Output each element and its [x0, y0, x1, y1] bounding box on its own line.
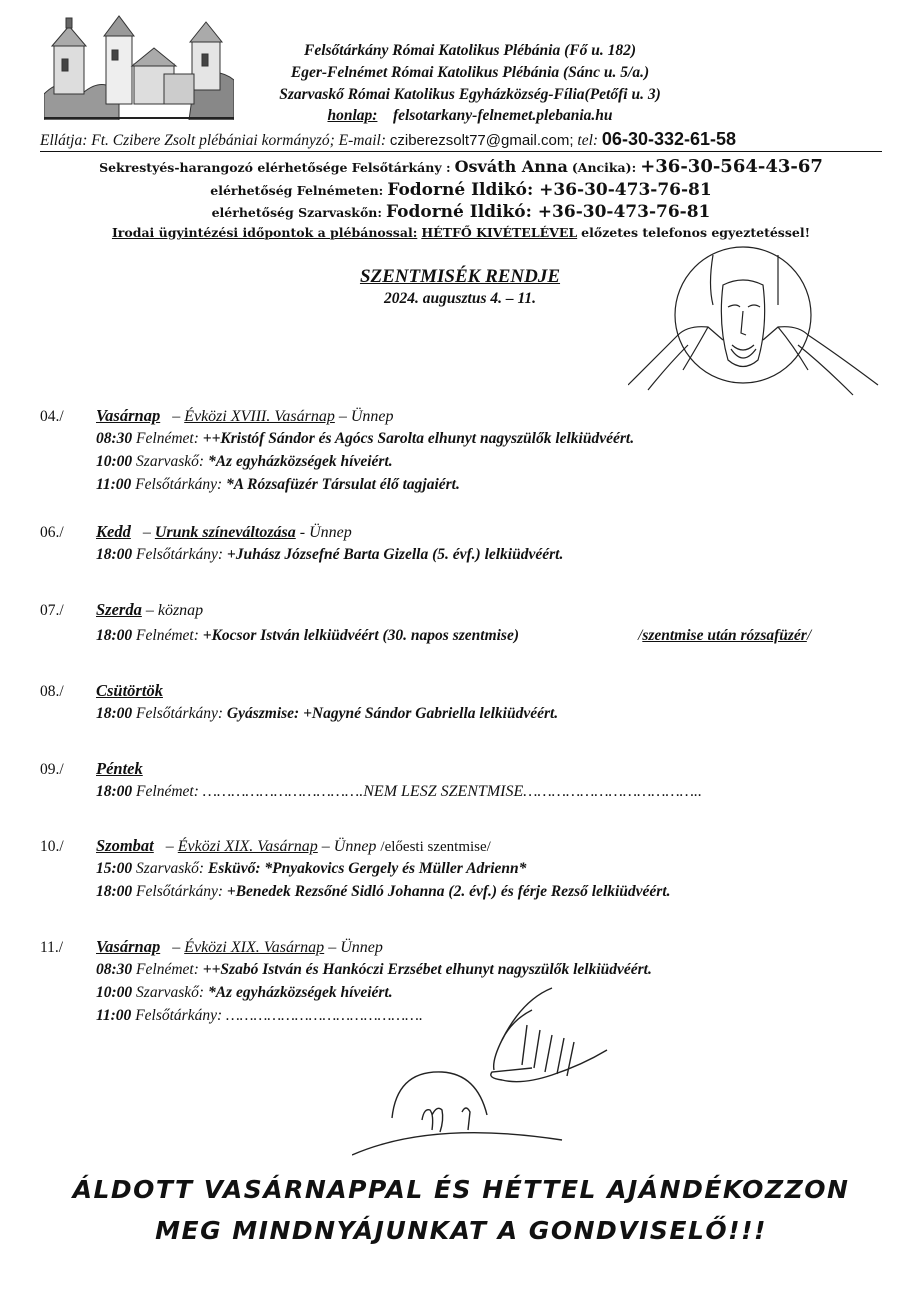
contact-szarvasko — [40, 202, 882, 222]
day-number: 06./ — [40, 524, 64, 541]
mass-place: Felsőtárkány: — [136, 546, 223, 563]
day-header — [96, 836, 491, 856]
feast-rank: – köznap — [145, 602, 204, 619]
day-name: Péntek — [96, 759, 143, 778]
mass-entry — [96, 476, 460, 494]
header-divider — [40, 151, 882, 152]
vigil-note: /előesti szentmise/ — [380, 839, 491, 855]
schedule-title: SZENTMISÉK RENDJE — [359, 266, 561, 287]
feast-name: Évközi XVIII. Vasárnap — [184, 408, 335, 425]
sacristan-name: Osváth Anna — [454, 157, 568, 176]
mass-entry — [96, 984, 393, 1002]
mass-time: 18:00 — [96, 546, 133, 563]
phone-number: 06-30-332-61-58 — [601, 129, 737, 149]
feast-name: Urunk színeváltozása — [154, 524, 296, 541]
day-separator: – — [165, 838, 174, 855]
mass-time: 10:00 — [96, 984, 133, 1001]
mass-time: 18:00 — [96, 883, 133, 900]
schedule-dates: 2024. augusztus 4. – 11. — [383, 290, 537, 307]
mass-intention: ++Szabó István és Hankóczi Erzsébet elhunyt nagyszülők lelkiüdvéért. — [202, 961, 652, 978]
feast-name: Évközi XIX. Vasárnap — [177, 838, 318, 855]
day-header — [96, 681, 163, 701]
feast-name: Évközi XIX. Vasárnap — [184, 939, 325, 956]
mass-place: Felsőtárkány: — [135, 1007, 223, 1024]
mass-time: 10:00 — [96, 453, 133, 470]
feast-rank: - Ünnep — [299, 524, 352, 541]
feast-rank: – Ünnep — [321, 838, 377, 855]
day-name: Vasárnap — [96, 937, 161, 956]
mass-place: Felnémet: — [136, 783, 199, 800]
contact-felnemet — [40, 180, 882, 200]
mass-entry — [96, 783, 702, 801]
christ-face-sketch — [628, 245, 880, 405]
day-name: Csütörtök — [96, 681, 163, 700]
mass-time: 08:30 — [96, 961, 133, 978]
day-number: 04./ — [40, 408, 64, 425]
mass-place: Felsőtárkány: — [135, 476, 223, 493]
mass-place: Szarvaskő: — [136, 984, 205, 1001]
office-hours — [40, 224, 882, 242]
day-header — [96, 759, 143, 779]
office-note: előzetes telefonos egyeztetéssel! — [581, 225, 811, 240]
mass-place: Felnémet: — [136, 961, 199, 978]
day-separator: – — [172, 408, 181, 425]
mass-entry — [96, 453, 393, 471]
parish-szarvasko: Szarvaskő Római Katolikus Egyházközség-Fília(Petőfi u. 3) — [279, 86, 661, 103]
day-name: Szerda — [96, 600, 142, 619]
closing-blessing-line2: MEG MINDNYÁJUNKAT A GONDVISELŐ!!! — [155, 1216, 767, 1245]
mass-intention: …………………………….NEM LESZ SZENTMISE……………………………….. — [202, 783, 702, 800]
mass-intention: +Kocsor István lelkiüdvéért (30. napos szentmise) — [202, 627, 520, 644]
mass-place: Felnémet: — [136, 627, 199, 644]
felnemet-label: elérhetőség Felnémeten: — [210, 183, 384, 198]
mass-entry — [96, 430, 634, 448]
mass-entry — [96, 705, 558, 723]
sacristan-nickname: (Ancika): — [571, 160, 637, 175]
mass-entry — [96, 961, 652, 979]
day-header — [96, 937, 383, 957]
mass-intention: *Az egyházközségek híveiért. — [207, 453, 393, 470]
parish-felnemet: Eger-Felnémet Római Katolikus Plébánia (Sánc u. 5/a.) — [290, 64, 650, 81]
administrator-text: Ellátja: Ft. Czibere Zsolt plébániai kormányzó; E-mail: — [40, 132, 386, 149]
sacristan-label: Sekrestyés-harangozó elérhetősége Felsőtárkány : — [99, 160, 451, 175]
day-header — [96, 522, 352, 542]
mass-entry — [96, 883, 671, 901]
day-header — [96, 406, 394, 426]
homepage-label: honlap: — [327, 107, 378, 124]
tel-label: tel: — [577, 132, 599, 149]
contact-line — [40, 129, 900, 150]
hand-over-world-sketch — [352, 980, 614, 1160]
mass-intention: +Juhász Józsefné Barta Gizella (5. évf.) lelkiüdvéért. — [226, 546, 564, 563]
mass-entry — [96, 546, 563, 564]
mass-place: Szarvaskő: — [136, 860, 205, 877]
day-header — [96, 600, 203, 620]
mass-entry — [96, 627, 519, 645]
feast-rank: – Ünnep — [328, 939, 383, 956]
email-link[interactable]: cziberezsolt77@gmail.com; — [389, 132, 574, 149]
mass-intention: +Benedek Rezsőné Sidló Johanna (2. évf.) és férje Rezső lelkiüdvéért. — [226, 883, 671, 900]
mass-intention: ++Kristóf Sándor és Agócs Sarolta elhunyt nagyszülők lelkiüdvéért. — [202, 430, 635, 447]
closing-blessing-line1: ÁLDOTT VASÁRNAPPAL ÉS HÉTTEL AJÁNDÉKOZZON — [72, 1175, 850, 1204]
mass-entry — [96, 860, 526, 878]
day-separator: – — [172, 939, 181, 956]
mass-time: 18:00 — [96, 627, 133, 644]
sacristan-felsotarkany — [40, 156, 882, 177]
mass-intention: Gyászmise: +Nagyné Sándor Gabriella lelkiüdvéért. — [226, 705, 559, 722]
mass-intention: ……………………………………. — [226, 1007, 423, 1024]
day-number: 08./ — [40, 683, 64, 700]
mass-time: 18:00 — [96, 705, 133, 722]
day-name: Vasárnap — [96, 406, 161, 425]
mass-intention: *A Rózsafüzér Társulat élő tagjaiért. — [226, 476, 460, 493]
homepage-line — [240, 107, 700, 125]
felnemet-contact: Fodorné Ildikó: +36-30-473-76-81 — [387, 180, 712, 200]
mass-intention: Esküvő: *Pnyakovics Gergely és Müller Adrienn* — [207, 860, 527, 877]
mass-note: /szentmise után rózsafüzér/ — [638, 627, 812, 644]
szarvasko-contact: Fodorné Ildikó: +36-30-473-76-81 — [385, 202, 711, 222]
mass-time: 08:30 — [96, 430, 133, 447]
day-name: Szombat — [96, 836, 154, 855]
office-highlight: HÉTFŐ KIVÉTELÉVEL — [421, 225, 578, 240]
mass-place: Felsőtárkány: — [136, 883, 223, 900]
mass-time: 15:00 — [96, 860, 133, 877]
day-name: Kedd — [96, 522, 131, 541]
day-number: 11./ — [40, 939, 64, 956]
mass-place: Szarvaskő: — [136, 453, 205, 470]
day-number: 09./ — [40, 761, 64, 778]
day-number: 10./ — [40, 838, 64, 855]
mass-time: 18:00 — [96, 783, 133, 800]
feast-rank: – Ünnep — [338, 408, 394, 425]
sacristan-phone: +36-30-564-43-67 — [640, 156, 823, 177]
day-separator: – — [142, 524, 151, 541]
churches-illustration — [44, 14, 234, 120]
parish-felsotarkany: Felsőtárkány Római Katolikus Plébánia (Fő u. 182) — [304, 42, 636, 59]
mass-place: Felnémet: — [136, 430, 199, 447]
mass-time: 11:00 — [96, 476, 132, 493]
mass-place: Felsőtárkány: — [136, 705, 223, 722]
day-number: 07./ — [40, 602, 64, 619]
szarvasko-label: elérhetőség Szarvaskőn: — [211, 205, 382, 220]
office-label: Irodai ügyintézési időpontok a plébánossal: — [111, 225, 418, 240]
mass-intention: *Az egyházközségek híveiért. — [207, 984, 393, 1001]
mass-time: 11:00 — [96, 1007, 132, 1024]
homepage-link[interactable]: felsotarkany-felnemet.plebania.hu — [392, 107, 613, 124]
mass-note-text: szentmise után rózsafüzér — [642, 627, 807, 644]
